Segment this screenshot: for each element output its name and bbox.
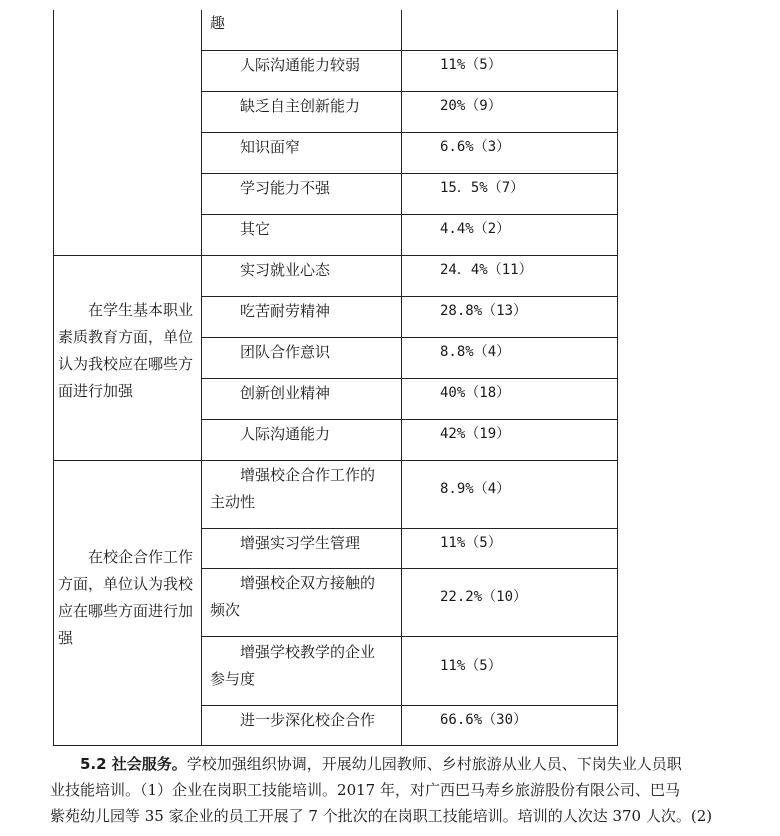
table-cell-value: 11%（5）: [440, 658, 502, 674]
table-cell-item-cont: 参与度: [210, 670, 256, 688]
section-heading: 5.2 社会服务。: [80, 755, 187, 773]
row-line: [201, 419, 618, 420]
table-cell-value: 40%（18）: [440, 385, 511, 401]
table-cell-item: 人际沟通能力: [240, 425, 331, 443]
row-line: [201, 173, 618, 174]
table-cell-value: 42%（19）: [440, 426, 511, 442]
table-cell-value: 11%（5）: [440, 57, 502, 73]
row-line: [201, 705, 618, 706]
table-border-bottom: [53, 745, 618, 746]
table-category-cell: 在校企合作工作方面，单位认为我校应在哪些方面进行加强: [58, 548, 194, 647]
row-line: [201, 296, 618, 297]
table-cell-value: 4.4%（2）: [440, 221, 511, 237]
table-cell-item: 增强实习学生管理: [240, 534, 361, 552]
table-cell-value: 8.9%（4）: [440, 481, 511, 497]
row-line: [201, 50, 618, 51]
table-cell-value: 11%（5）: [440, 535, 502, 551]
paragraph-line-3: 紫苑幼儿园等 35 家企业的员工开展了 7 个批次的在岗职工技能培训。培训的人次达 370 人次。(2): [50, 807, 713, 825]
row-line: [201, 214, 618, 215]
table-cell-item-cont: 主动性: [210, 493, 256, 511]
table-cell-item: 增强学校教学的企业: [240, 643, 376, 661]
table-cell-item: 进一步深化校企合作: [240, 711, 376, 729]
table-cell-item: 增强校企合作工作的: [240, 466, 376, 484]
table-category-cell: 在学生基本职业素质教育方面，单位认为我校应在哪些方面进行加强: [58, 301, 194, 400]
table-cell-item: 人际沟通能力较弱: [240, 56, 361, 74]
table-cell-item: 知识面窄: [240, 138, 301, 156]
row-line: [201, 528, 618, 529]
table-cell-value: 15．5%（7）: [440, 180, 525, 196]
table-cell-value: 8.8%（4）: [440, 344, 511, 360]
row-line: [201, 337, 618, 338]
table-cell-item: 缺乏自主创新能力: [240, 97, 361, 115]
table-cell-value: 66.6%（30）: [440, 712, 528, 728]
group-line: [53, 255, 618, 256]
table-cell-item: 学习能力不强: [240, 179, 331, 197]
table-border-left: [53, 10, 54, 746]
group-line: [53, 460, 618, 461]
paragraph-line-2: 业技能培训。（1）企业在岗职工技能培训。2017 年，对广西巴马寿乡旅游股份有限公司、巴马: [50, 781, 680, 799]
table-cell-value: 24．4%（11）: [440, 262, 533, 278]
table-cell-item-cont: 频次: [210, 601, 241, 619]
table-cell-item: 其它: [240, 220, 271, 238]
table-cell-item: 吃苦耐劳精神: [240, 302, 331, 320]
row-line: [201, 91, 618, 92]
table-cell-item: 创新创业精神: [240, 384, 331, 402]
table-cell-item: 趣: [210, 14, 226, 32]
table-cell-value: 28.8%（13）: [440, 303, 528, 319]
row-line: [201, 636, 618, 637]
body-paragraph: [50, 751, 740, 777]
row-line: [201, 132, 618, 133]
table-cell-item: 实习就业心态: [240, 261, 331, 279]
table-cell-value: 22.2%（10）: [440, 589, 528, 605]
table-cell-value: 6.6%（3）: [440, 139, 511, 155]
table-cell-item: 增强校企双方接触的: [240, 574, 376, 592]
table-cell-value: 20%（9）: [440, 98, 502, 114]
paragraph-line-1: 学校加强组织协调，开展幼儿园教师、乡村旅游从业人员、下岗失业人员职: [186, 755, 682, 773]
table-cell-item: 团队合作意识: [240, 343, 331, 361]
row-line: [201, 568, 618, 569]
row-line: [201, 378, 618, 379]
